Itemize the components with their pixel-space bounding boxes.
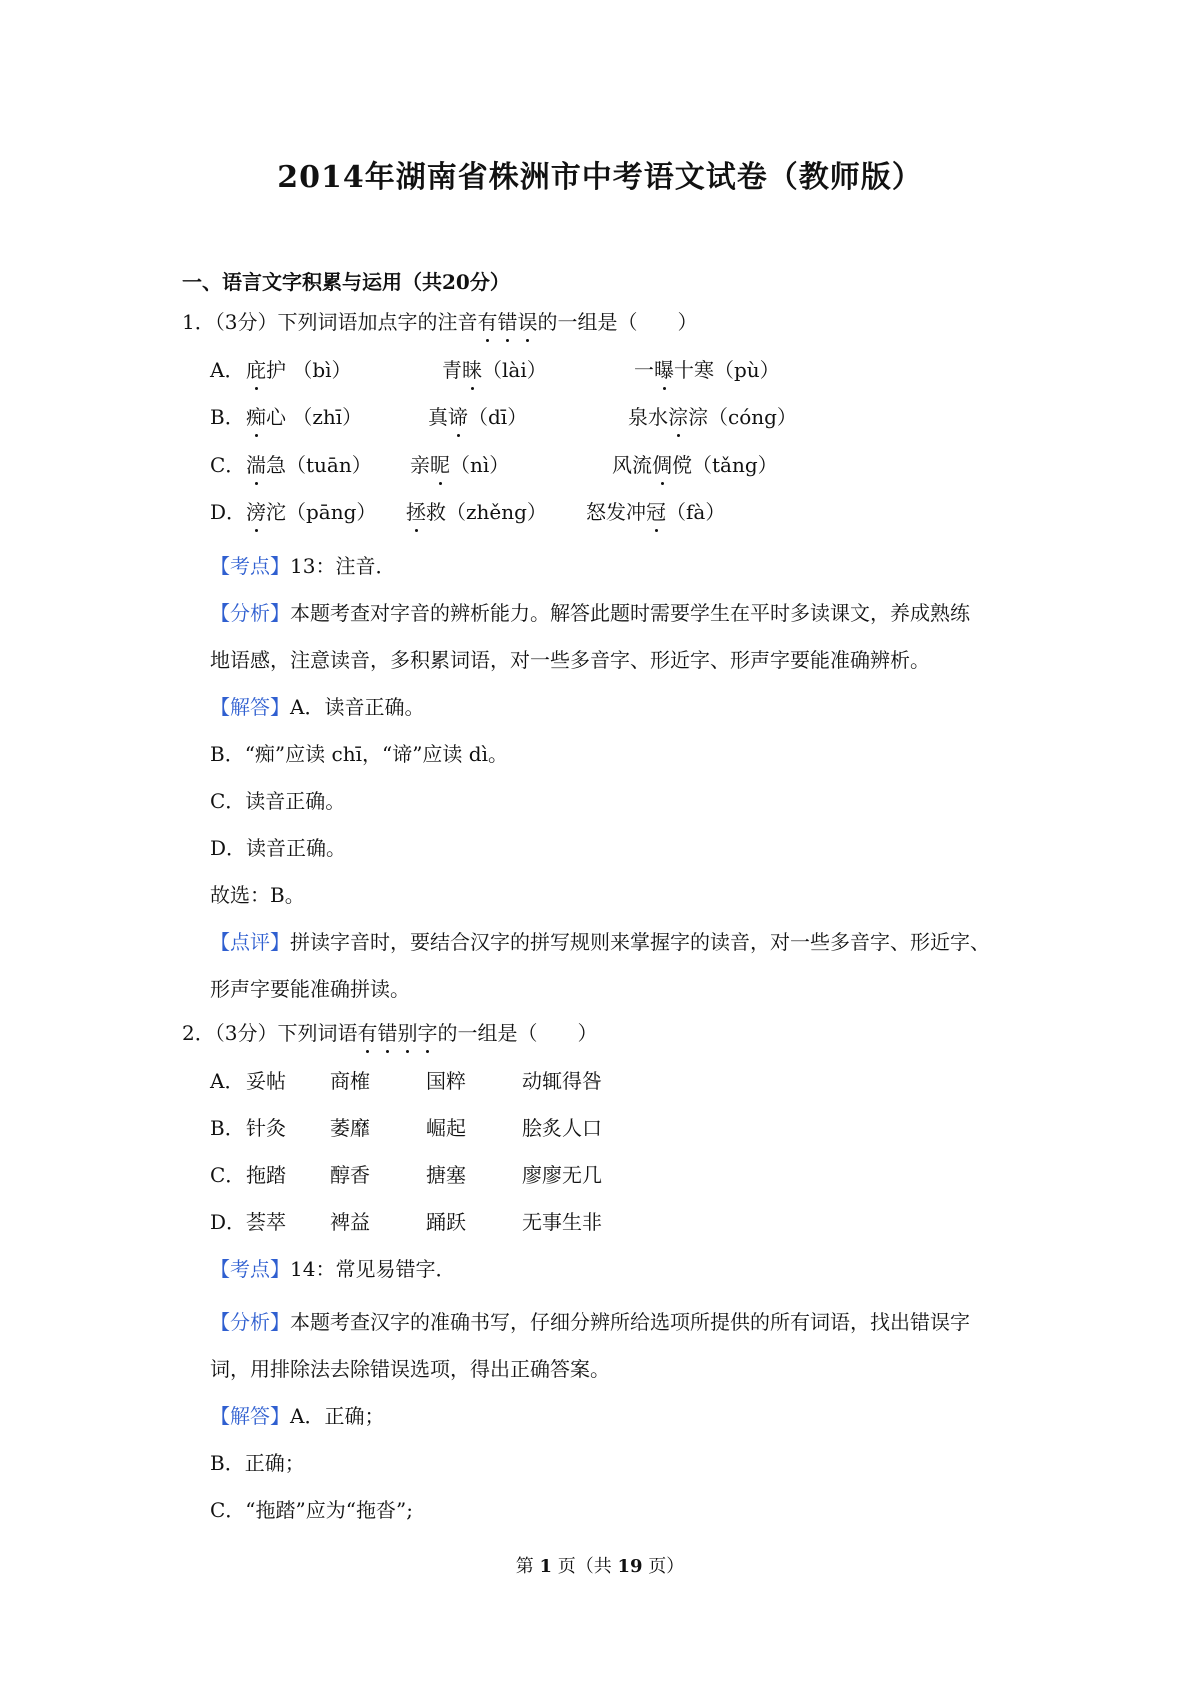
q2-fenxi-cont: 词，用排除法去除错误选项，得出正确答案。 — [210, 1357, 610, 1381]
question-1-stem: 1．（3分）下列词语加点字的注音有错误的一组是（ ） — [182, 310, 698, 334]
kaodian-tag: 【考点】 — [210, 1257, 290, 1281]
q1-dianping-cont: 形声字要能准确拼读。 — [210, 977, 410, 1001]
jieda-tag: 【解答】 — [210, 695, 290, 719]
option-word: 湍急（tuān） — [246, 453, 372, 477]
q1-dianping: 【点评】拼读字音时，要结合汉字的拼写规则来掌握字的读音，对一些多音字、形近字、 — [210, 930, 990, 954]
option-word: 亲昵（nì） — [410, 453, 510, 477]
option-word: 青睐（lài） — [442, 358, 547, 382]
option-word: 一曝十寒（pù） — [634, 358, 780, 382]
option-word: 庇护 （bì） — [246, 358, 352, 382]
q2-jieda-c: C．“拖踏”应为“拖沓”; — [210, 1498, 413, 1522]
total-pages: 19 — [617, 1556, 643, 1577]
q1-jieda-c: C．读音正确。 — [210, 789, 346, 813]
q1-fenxi-cont: 地语感，注意读音，多积累词语，对一些多音字、形近字、形声字要能准确辨析。 — [210, 648, 930, 672]
dotted-char: 错 — [497, 310, 518, 334]
jieda-tag: 【解答】 — [210, 1404, 290, 1428]
q2-jieda-b: B．正确； — [210, 1451, 305, 1475]
q1-jieda-d: D．读音正确。 — [210, 836, 347, 860]
option-word: 风流倜傥（tǎng） — [612, 453, 778, 477]
dotted-char: 错 — [377, 1021, 398, 1045]
page-footer: 第 1 页（共 19 页） — [515, 1556, 685, 1577]
q1-kaodian: 【考点】13：注音． — [210, 554, 396, 578]
fenxi-tag: 【分析】 — [210, 601, 290, 625]
kaodian-tag: 【考点】 — [210, 554, 290, 578]
q2-fenxi: 【分析】本题考查汉字的准确书写，仔细分辨所给选项所提供的所有词语，找出错误字 — [210, 1310, 970, 1334]
document-page: 2014年湖南省株洲市中考语文试卷（教师版） 一、语言文字积累与运用（共20分） 1．（3分）下列词语加点字的注音有错误的一组是（ ） A． 庇护 （bì） 青睐（lài） 一曝十寒（pù） B． 痴心 （zhī） 真谛（dī） 泉水淙淙（cóng） C． 湍急（tuān） 亲昵（nì） 风流倜傥（tǎng） D． 滂沱（pāng） 拯救（zhěng） 怒发冲冠（fà） 【考点】13：注音． 【分析】本题考查对字音的辨析能力。解答此题时需要学生在平时多读课文，养成熟练 地语感，注意读音，多积累词语，对一些多音字、形近字、形声字要能准确辨析。 【解答】A．读音正确。 B．“痴”应读 chī，“谛”应读 dì。 C．读音正确。 D．读音正确。 故选：B。 【点评】拼读字音时，要结合汉字的拼写规则来掌握字的读音，对一些多音字、形近字、 形声字要能准确拼读。 2．（3分）下列词语有错别字的一组是（ ） A． 妥帖 商榷 国粹 动辄得咎 B． 针灸 萎靡 崛起 脍炙人口 C． 拖踏 醇香 搪塞 廖廖无几 D． 荟萃 裨益 踊跃 无事生非 【考点】14：常见易错字． 【分析】本题考查汉字的准确书写，仔细分辨所给选项所提供的所有词语，找出错误字 词，用排除法去除错误选项，得出正确答案。 【解答】A．正确； B．正确； C．“拖踏”应为“拖沓”; 第 1 页（共 19 页） — [0, 0, 1200, 1698]
q1-answer: 故选：B。 — [210, 883, 305, 907]
q1-jieda-b: B．“痴”应读 chī，“谛”应读 dì。 — [210, 742, 508, 766]
option-word: 泉水淙淙（cóng） — [628, 405, 797, 429]
option-word: 拯救（zhěng） — [406, 500, 547, 524]
dotted-char: 字 — [417, 1021, 438, 1045]
option-word: 滂沱（pāng） — [246, 500, 377, 524]
question-2-stem: 2．（3分）下列词语有错别字的一组是（ ） — [182, 1021, 598, 1045]
q2-kaodian: 【考点】14：常见易错字． — [210, 1257, 456, 1281]
q1-fenxi: 【分析】本题考查对字音的辨析能力。解答此题时需要学生在平时多读课文，养成熟练 — [210, 601, 970, 625]
dotted-char: 有 — [477, 310, 498, 334]
q1-jieda: 【解答】A．读音正确。 — [210, 695, 425, 719]
option-word: 怒发冲冠（fà） — [586, 500, 726, 524]
q2-jieda: 【解答】A．正确； — [210, 1404, 385, 1428]
dotted-char: 别 — [397, 1021, 418, 1045]
section-heading: 一、语言文字积累与运用（共20分） — [182, 270, 510, 294]
option-word: 痴心 （zhī） — [246, 405, 363, 429]
dotted-char: 误 — [517, 310, 538, 334]
fenxi-tag: 【分析】 — [210, 1310, 290, 1334]
dotted-char: 有 — [357, 1021, 378, 1045]
page-number: 1 — [539, 1556, 552, 1577]
page-title: 2014年湖南省株洲市中考语文试卷（教师版） — [277, 160, 923, 195]
option-word: 真谛（dī） — [428, 405, 528, 429]
dianping-tag: 【点评】 — [210, 930, 290, 954]
